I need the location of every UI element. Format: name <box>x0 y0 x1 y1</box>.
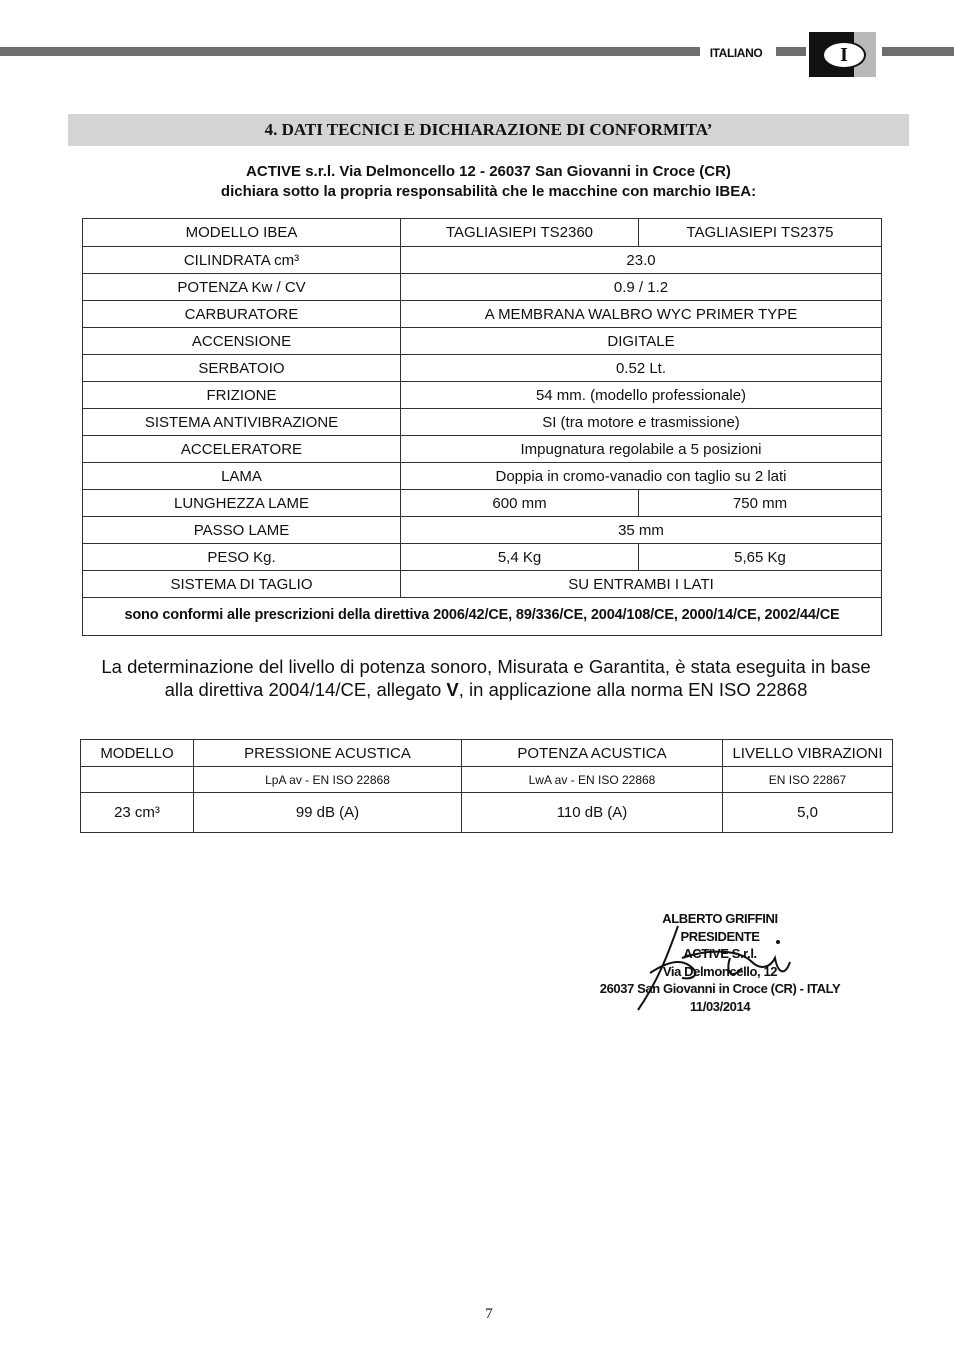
spec-model-2: TAGLIASIEPI TS2375 <box>639 219 882 247</box>
company-street: Via Delmoncello, 12 <box>662 963 778 979</box>
sound-table <box>80 739 893 833</box>
sound-subheader-vibration: EN ISO 22867 <box>723 767 893 793</box>
sound-value-pressure: 99 dB (A) <box>194 793 462 833</box>
annex-letter: V <box>446 679 459 700</box>
spec-label: LUNGHEZZA LAME <box>83 490 401 517</box>
header-rule-mid <box>776 47 806 56</box>
header-language: ITALIANO <box>709 46 763 60</box>
spec-value: 35 mm <box>401 517 882 544</box>
spec-label: MODELLO IBEA <box>83 219 401 247</box>
handwritten-signature <box>620 918 810 1018</box>
spec-label: ACCENSIONE <box>83 328 401 355</box>
table-row <box>83 328 882 355</box>
spec-label: POTENZA Kw / CV <box>83 274 401 301</box>
signature-date: 11/03/2014 <box>689 998 751 1014</box>
signer-role: PRESIDENTE <box>680 928 760 944</box>
spec-value: DIGITALE <box>401 328 882 355</box>
section-title: 4. DATI TECNICI E DICHIARAZIONE DI CONFORMITA’ <box>68 114 909 146</box>
conformity-statement: sono conformi alle prescrizioni della direttiva 2006/42/CE, 89/336/CE, 2004/108/CE, 2000/14/CE, 2002/44/CE <box>83 598 882 636</box>
spec-value: Doppia in cromo-vanadio con taglio su 2 lati <box>401 463 882 490</box>
sound-subheader-model <box>81 767 194 793</box>
spec-value: 54 mm. (modello professionale) <box>401 382 882 409</box>
company-city: 26037 San Giovanni in Croce (CR) - ITALY <box>599 981 841 996</box>
spec-label: PASSO LAME <box>83 517 401 544</box>
spec-label: SERBATOIO <box>83 355 401 382</box>
table-row <box>83 274 882 301</box>
spec-value: Impugnatura regolabile a 5 posizioni <box>401 436 882 463</box>
spec-label: LAMA <box>83 463 401 490</box>
table-row <box>83 301 882 328</box>
table-row <box>83 598 882 636</box>
table-row <box>83 517 882 544</box>
table-row <box>83 436 882 463</box>
signer-name: ALBERTO GRIFFINI <box>662 911 778 926</box>
table-row <box>81 793 893 833</box>
table-row <box>83 571 882 598</box>
table-row <box>83 544 882 571</box>
sound-value-vibration: 5,0 <box>723 793 893 833</box>
header-tab-letter: I <box>822 41 866 69</box>
sound-power-paragraph <box>60 655 912 701</box>
table-row <box>83 382 882 409</box>
table-row <box>83 490 882 517</box>
declaration-line-2: dichiara sotto la propria responsabilità che le macchine con marchio IBEA: <box>220 183 757 200</box>
spec-value: 600 mm <box>401 490 639 517</box>
spec-value: 23.0 <box>401 247 882 274</box>
spec-value: SI (tra motore e trasmissione) <box>401 409 882 436</box>
sound-value-power: 110 dB (A) <box>462 793 723 833</box>
spec-label: SISTEMA ANTIVIBRAZIONE <box>83 409 401 436</box>
table-row <box>81 740 893 767</box>
spec-value: 0.52 Lt. <box>401 355 882 382</box>
table-row <box>83 463 882 490</box>
paragraph-line-1: La determinazione del livello di potenza sonoro, Misurata e Garantita, è stata eseguita in base <box>101 656 871 677</box>
sound-subheader-pressure: LpA av - EN ISO 22868 <box>194 767 462 793</box>
sound-value-model: 23 cm³ <box>81 793 194 833</box>
spec-table <box>82 218 882 636</box>
spec-label: CILINDRATA cm³ <box>83 247 401 274</box>
table-row <box>83 355 882 382</box>
spec-value: 5,4 Kg <box>401 544 639 571</box>
spec-value: A MEMBRANA WALBRO WYC PRIMER TYPE <box>401 301 882 328</box>
sound-subheader-power: LwA av - EN ISO 22868 <box>462 767 723 793</box>
table-row <box>83 247 882 274</box>
table-row <box>81 767 893 793</box>
declaration-line-1: ACTIVE s.r.l. Via Delmoncello 12 - 26037 San Giovanni in Croce (CR) <box>246 163 731 180</box>
paragraph-line-2-end: , in applicazione alla norma EN ISO 22868 <box>458 679 808 700</box>
spec-model-1: TAGLIASIEPI TS2360 <box>401 219 639 247</box>
spec-value: 5,65 Kg <box>639 544 882 571</box>
paragraph-line-2 <box>60 678 912 701</box>
sound-header-vibration: LIVELLO VIBRAZIONI <box>723 740 893 767</box>
sound-header-pressure: PRESSIONE ACUSTICA <box>194 740 462 767</box>
spec-value: SU ENTRAMBI I LATI <box>401 571 882 598</box>
sound-header-model: MODELLO <box>81 740 194 767</box>
spec-label: FRIZIONE <box>83 382 401 409</box>
paragraph-line-2-start: alla direttiva 2004/14/CE, allegato <box>164 679 447 700</box>
table-row <box>83 409 882 436</box>
spec-label: SISTEMA DI TAGLIO <box>83 571 401 598</box>
header-rule-left <box>0 47 700 56</box>
sound-header-power: POTENZA ACUSTICA <box>462 740 723 767</box>
table-row <box>83 219 882 247</box>
company-name: ACTIVE S.r.l. <box>683 946 757 961</box>
page-number: 7 <box>485 1306 493 1322</box>
spec-value: 0.9 / 1.2 <box>401 274 882 301</box>
spec-label: CARBURATORE <box>83 301 401 328</box>
header-rule-right <box>882 47 954 56</box>
spec-label: PESO Kg. <box>83 544 401 571</box>
spec-label: ACCELERATORE <box>83 436 401 463</box>
spec-value: 750 mm <box>639 490 882 517</box>
